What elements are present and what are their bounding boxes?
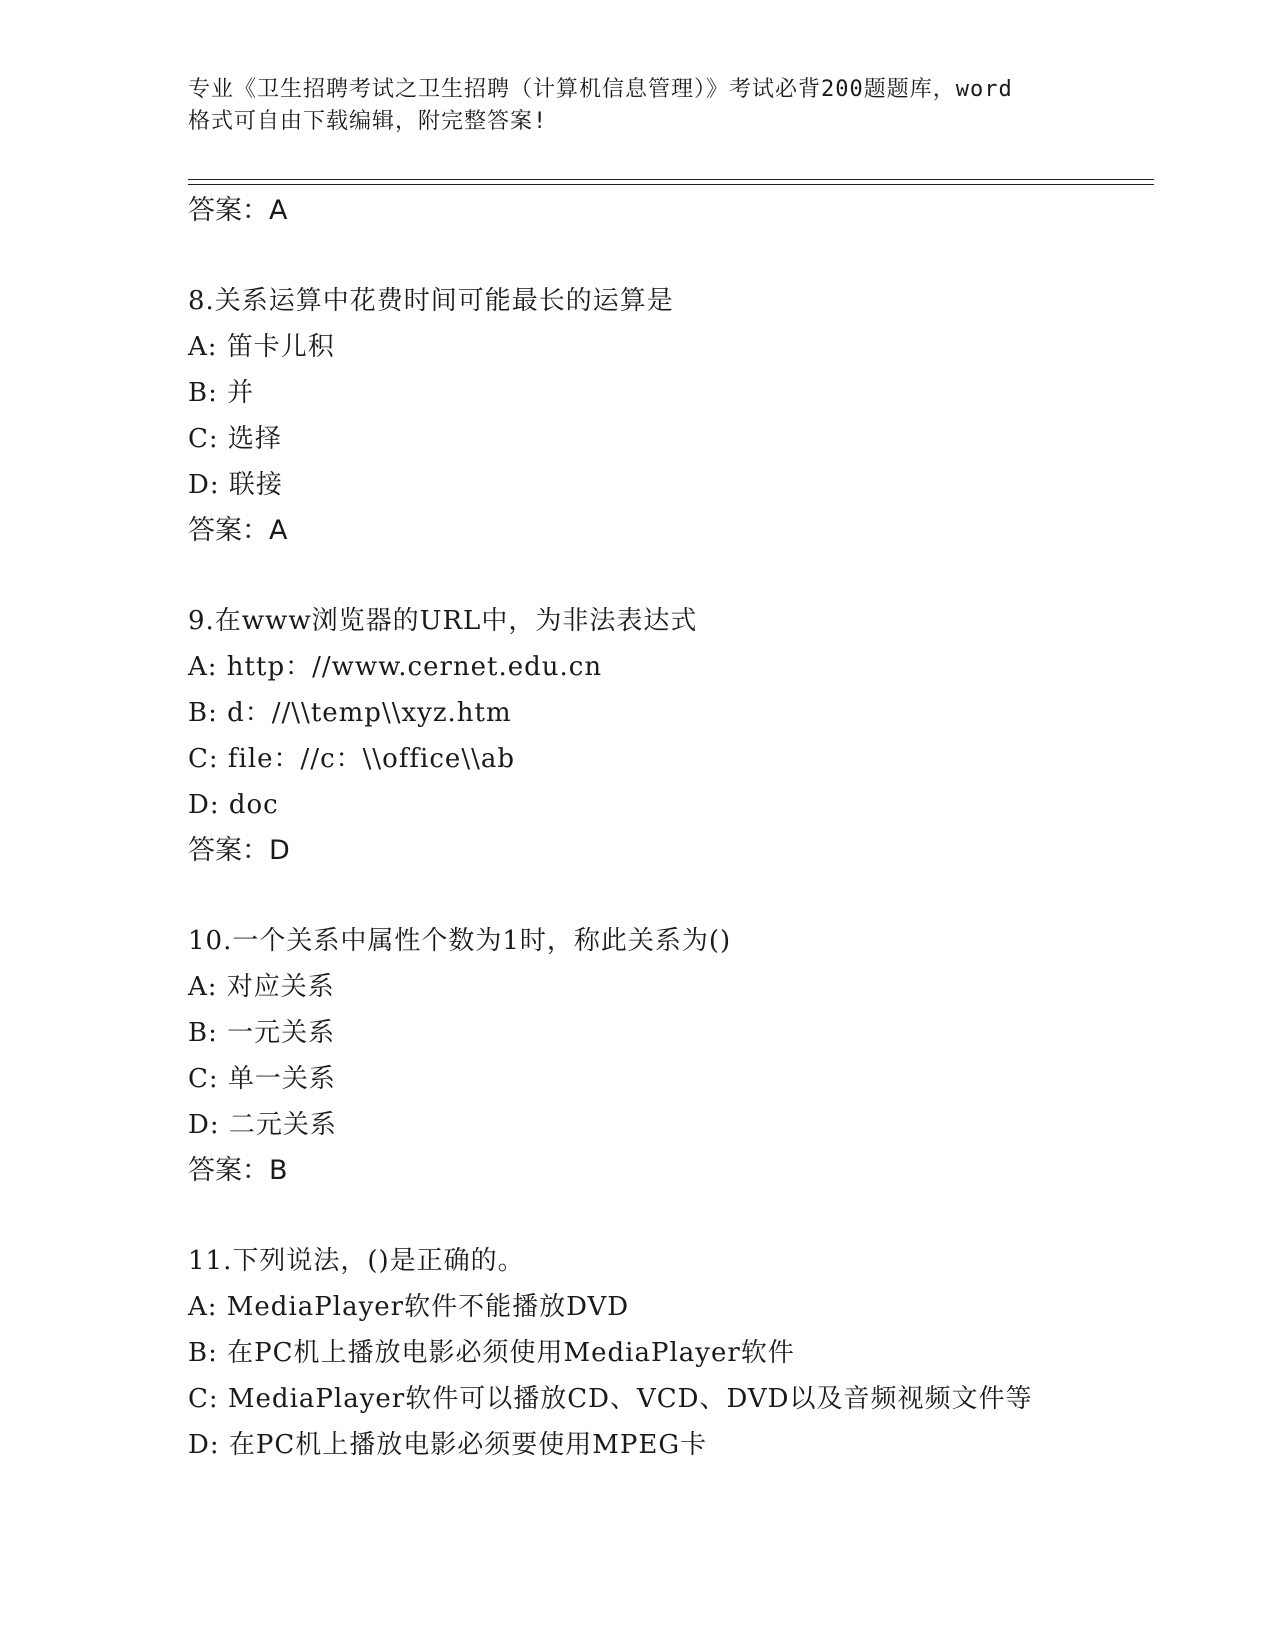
option-d: D: 二元关系 [188,1110,337,1140]
option-a: A: 笛卡儿积 [188,332,335,362]
question-stem: 9.在www浏览器的URL中，为非法表达式 [188,606,698,636]
option-b: B: 在PC机上播放电影必须使用MediaPlayer软件 [188,1338,795,1368]
option-d: D: 在PC机上播放电影必须要使用MPEG卡 [188,1430,708,1460]
header-divider-bottom [188,184,1154,185]
spacer [188,554,1148,598]
answer-line: 答案：B [188,1155,288,1186]
header-line-1: 专业《卫生招聘考试之卫生招聘（计算机信息管理）》考试必背200题题库，word [188,77,1013,102]
option-c: C: MediaPlayer软件可以播放CD、VCD、DVD以及音频视频文件等 [188,1384,1033,1414]
header-line-2: 格式可自由下载编辑，附完整答案! [188,109,548,134]
option-c: C: 单一关系 [188,1064,336,1094]
option-b: B: 并 [188,378,255,408]
option-c: C: file：//c：\\office\\ab [188,744,515,774]
option-a: A: http：//www.cernet.edu.cn [188,652,603,682]
option-d: D: doc [188,790,279,820]
option-c: C: 选择 [188,424,282,454]
question-list [188,188,1148,1468]
option-b: B: d：//\\temp\\xyz.htm [188,698,512,728]
answer-line: 答案：A [188,195,288,226]
option-a: A: MediaPlayer软件不能播放DVD [188,1292,630,1322]
spacer [188,234,1148,278]
option-d: D: 联接 [188,470,283,500]
option-b: B: 一元关系 [188,1018,336,1048]
option-a: A: 对应关系 [188,972,335,1002]
spacer [188,874,1148,918]
answer-line: 答案：D [188,835,290,866]
header-divider-top [188,179,1154,180]
question-stem: 10.一个关系中属性个数为1时，称此关系为() [188,926,732,956]
document-header [188,74,1088,138]
spacer [188,1194,1148,1238]
question-stem: 11.下列说法，()是正确的。 [188,1246,525,1276]
question-stem: 8.关系运算中花费时间可能最长的运算是 [188,286,674,316]
answer-line: 答案：A [188,515,288,546]
